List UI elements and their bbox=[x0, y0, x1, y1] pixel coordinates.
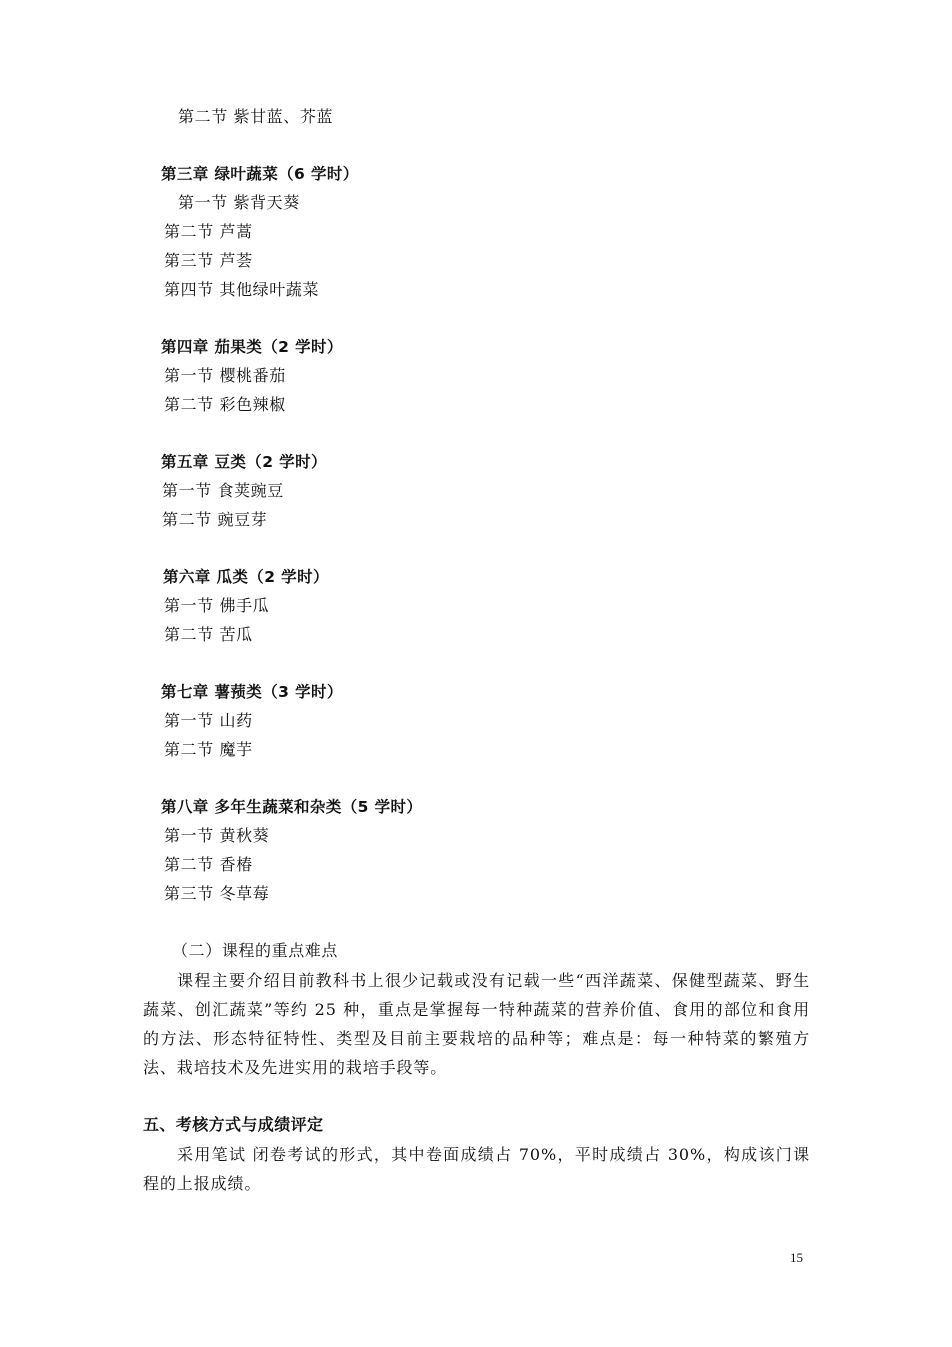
section-line: 第一节 山药 bbox=[164, 711, 253, 730]
assessment-paragraph: 采用笔试 闭卷考试的形式，其中卷面成绩占 70%，平时成绩占 30%，构成该门课程的上报成绩。 bbox=[143, 1145, 810, 1193]
assessment-heading: 五、考核方式与成绩评定 bbox=[143, 1115, 324, 1134]
section-line: 第二节 香椿 bbox=[164, 855, 253, 874]
chapter-heading: 第三章 绿叶蔬菜（6 学时） bbox=[161, 165, 359, 183]
page-number: 15 bbox=[790, 1250, 803, 1265]
section-line: 第一节 紫背天葵 bbox=[178, 193, 300, 212]
chapter-heading: 第五章 豆类（2 学时） bbox=[161, 453, 327, 471]
chapter-heading: 第六章 瓜类（2 学时） bbox=[163, 568, 329, 586]
section-line: 第二节 豌豆芽 bbox=[162, 510, 268, 529]
section-line: 第二节 魔芋 bbox=[164, 740, 253, 759]
section-line: 第三节 芦荟 bbox=[164, 251, 253, 270]
section-line: 第一节 黄秋葵 bbox=[164, 826, 270, 845]
section-line: 第二节 彩色辣椒 bbox=[164, 395, 286, 414]
section-line: 第一节 佛手瓜 bbox=[164, 596, 270, 615]
chapter-heading: 第八章 多年生蔬菜和杂类（5 学时） bbox=[161, 798, 423, 816]
section-line: 第二节 苦瓜 bbox=[164, 625, 253, 644]
chapter-heading: 第七章 薯蓣类（3 学时） bbox=[161, 683, 343, 701]
section-line: 第一节 樱桃番茄 bbox=[164, 366, 286, 385]
section-line: 第一节 食荚豌豆 bbox=[162, 481, 284, 500]
subsection-heading: （二）课程的重点难点 bbox=[172, 941, 339, 960]
section-line: 第二节 紫甘蓝、芥蓝 bbox=[178, 107, 334, 126]
key-points-paragraph: 课程主要介绍目前教科书上很少记载或没有记载一些“西洋蔬菜、保健型蔬菜、野生蔬菜、创汇蔬菜”等约 25 种，重点是掌握每一特种蔬菜的营养价值、食用的部位和食用的方法、形态特征特性、类型及目前主要栽培的品种等；难点是：每一种特菜的繁殖方法、栽培技术及先进实用的栽培手段等。 bbox=[143, 971, 810, 1077]
section-line: 第三节 冬草莓 bbox=[164, 884, 270, 903]
section-line: 第二节 芦蒿 bbox=[164, 222, 253, 241]
section-line: 第四节 其他绿叶蔬菜 bbox=[164, 280, 320, 299]
chapter-heading: 第四章 茄果类（2 学时） bbox=[161, 338, 343, 356]
